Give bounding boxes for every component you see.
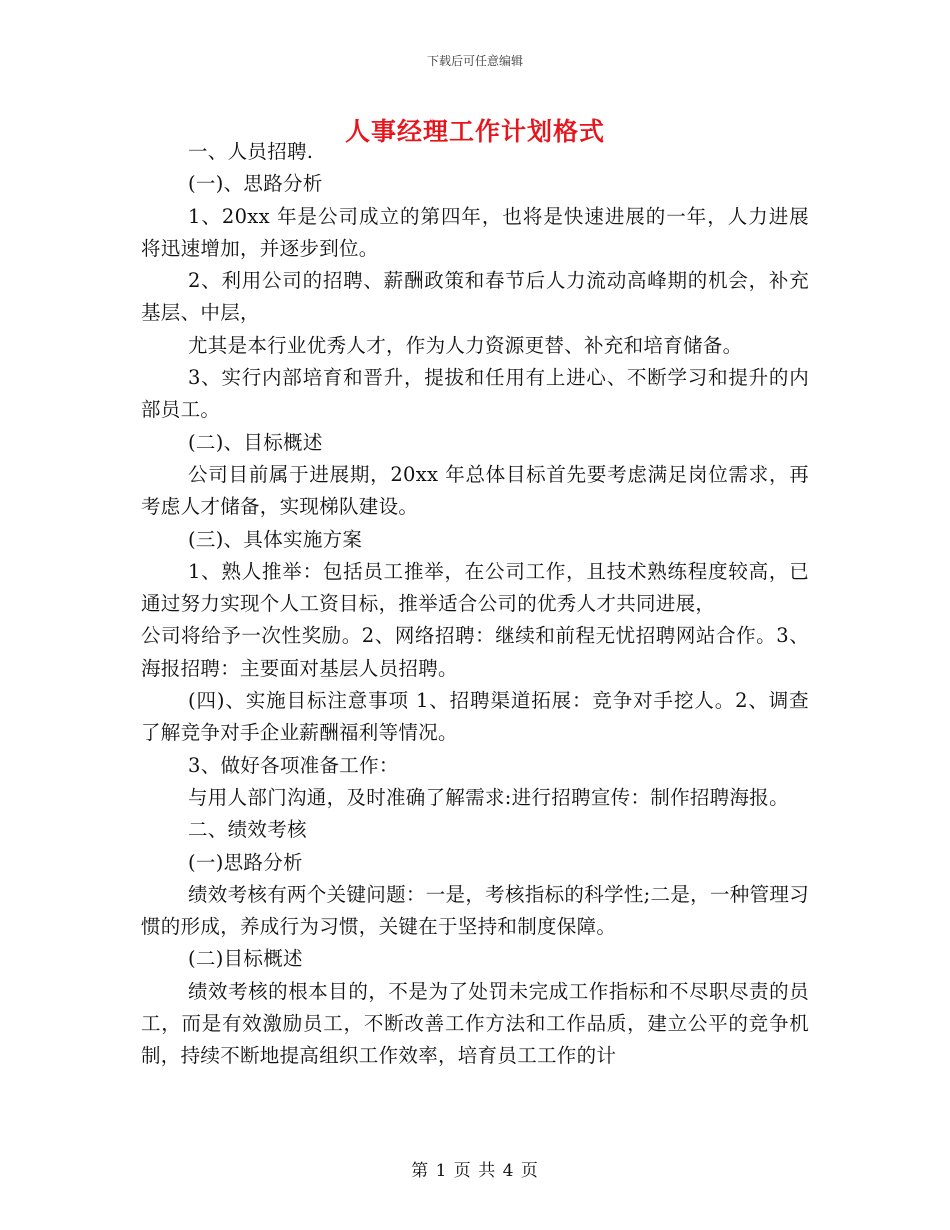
body-paragraph: 2、利用公司的招聘、薪酬政策和春节后人力流动高峰期的机会，补充基层、中层，	[141, 269, 809, 325]
body-paragraph: (一)、思路分析	[188, 172, 323, 196]
body-paragraph: 二、绩效考核	[188, 818, 307, 842]
body-paragraph: 与用人部门沟通，及时准确了解需求:进行招聘宣传：制作招聘海报。	[188, 785, 789, 809]
page-header-note: 下载后可任意编辑	[426, 54, 523, 68]
document-title: 人事经理工作计划格式	[344, 117, 605, 146]
body-paragraph: 公司目前属于进展期，20xx 年总体目标首先要考虑满足岗位需求，再考虑人才储备，实现梯队建设。	[141, 462, 809, 519]
body-paragraph: 公司将给予一次性奖励。2、网络招聘：继续和前程无忧招聘网站合作。3、海报招聘：主要面对基层人员招聘。	[141, 624, 809, 680]
body-paragraph: (二)、目标概述	[188, 430, 323, 454]
document-body	[141, 136, 809, 1073]
page-footer: 第 1 页 共 4 页	[411, 1161, 539, 1181]
body-paragraph: (四)、实施目标注意事项 1、招聘渠道拓展：竞争对手挖人。2、调查了解竞争对手企业薪酬福利等情况。	[141, 689, 809, 745]
body-paragraph: 绩效考核的根本目的，不是为了处罚未完成工作指标和不尽职尽责的员工，而是有效激励员工，不断改善工作方法和工作品质，建立公平的竞争机制，持续不断地提高组织工作效率，培育员工工作的计	[141, 979, 809, 1068]
body-paragraph: (二)目标概述	[188, 947, 303, 971]
body-paragraph: 尤其是本行业优秀人才，作为人力资源更替、补充和培育储备。	[188, 333, 743, 357]
body-paragraph: (一)思路分析	[188, 850, 303, 874]
body-paragraph: 1、20xx 年是公司成立的第四年，也将是快速进展的一年，人力进展将迅速增加，并逐步到位。	[141, 204, 809, 260]
body-paragraph: 3、实行内部培育和晋升，提拔和任用有上进心、不断学习和提升的内部员工。	[141, 366, 809, 422]
body-paragraph: (三)、具体实施方案	[188, 527, 363, 551]
body-paragraph: 一、人员招聘.	[188, 140, 314, 163]
body-paragraph: 3、做好各项准备工作：	[188, 753, 399, 777]
body-paragraph: 绩效考核有两个关键问题：一是，考核指标的科学性;二是，一种管理习惯的形成，养成行为习惯，关键在于坚持和制度保障。	[141, 882, 809, 939]
body-paragraph: 1、熟人推举：包括员工推举，在公司工作，且技术熟练程度较高，已通过努力实现个人工资目标，推举适合公司的优秀人才共同进展，	[141, 559, 809, 616]
